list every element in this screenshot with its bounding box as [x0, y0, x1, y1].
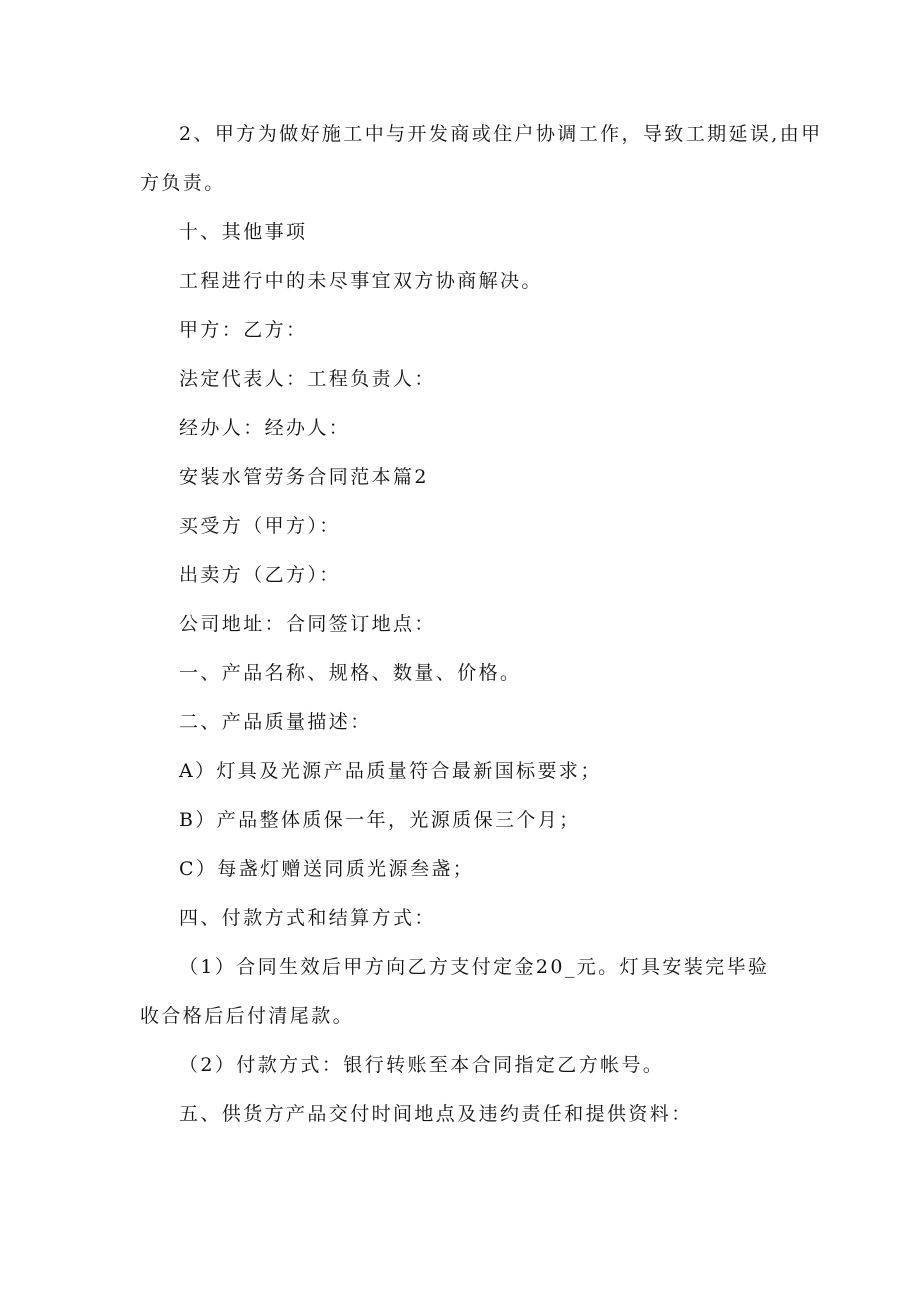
- contract-title-part-2: 安装水管劳务合同范本篇2: [179, 466, 429, 488]
- payment-item-2: （2）付款方式：银行转账至本合同指定乙方帐号。: [179, 1054, 665, 1076]
- paragraph-unresolved-matters: 工程进行中的未尽事宜双方协商解决。: [179, 270, 543, 292]
- payment-item-1: （1）合同生效后甲方向乙方支付定金20_元。灯具安装完毕验: [179, 956, 770, 978]
- section-heading-other-matters: 十、其他事项: [179, 221, 308, 243]
- paragraph-clause-2-continued: 方负责。: [140, 172, 226, 194]
- signature-legal-representative: 法定代表人：工程负责人：: [179, 368, 436, 390]
- document-body: [140, 110, 823, 1139]
- section-product-info: 一、产品名称、规格、数量、价格。: [179, 662, 522, 684]
- company-address: 公司地址：合同签订地点：: [179, 613, 436, 635]
- quality-item-c: C）每盏灯赠送同质光源叁盏；: [179, 858, 475, 880]
- seller-party: 出卖方（乙方）：: [179, 564, 341, 586]
- signature-handler: 经办人：经办人：: [179, 417, 351, 439]
- quality-item-a: A）灯具及光源产品质量符合最新国标要求；: [179, 760, 602, 782]
- quality-item-b: B）产品整体质保一年，光源质保三个月；: [179, 809, 581, 831]
- buyer-party: 买受方（甲方）：: [179, 515, 341, 537]
- section-payment: 四、付款方式和结算方式：: [179, 907, 436, 929]
- section-delivery: 五、供货方产品交付时间地点及违约责任和提供资料：: [179, 1103, 693, 1125]
- payment-item-1-continued: 收合格后后付清尾款。: [140, 1005, 355, 1027]
- section-product-quality: 二、产品质量描述：: [179, 711, 372, 733]
- paragraph-clause-2: 2、甲方为做好施工中与开发商或住户协调工作，导致工期延误,由甲: [179, 123, 823, 145]
- signature-party-a-b: 甲方：乙方：: [179, 319, 308, 341]
